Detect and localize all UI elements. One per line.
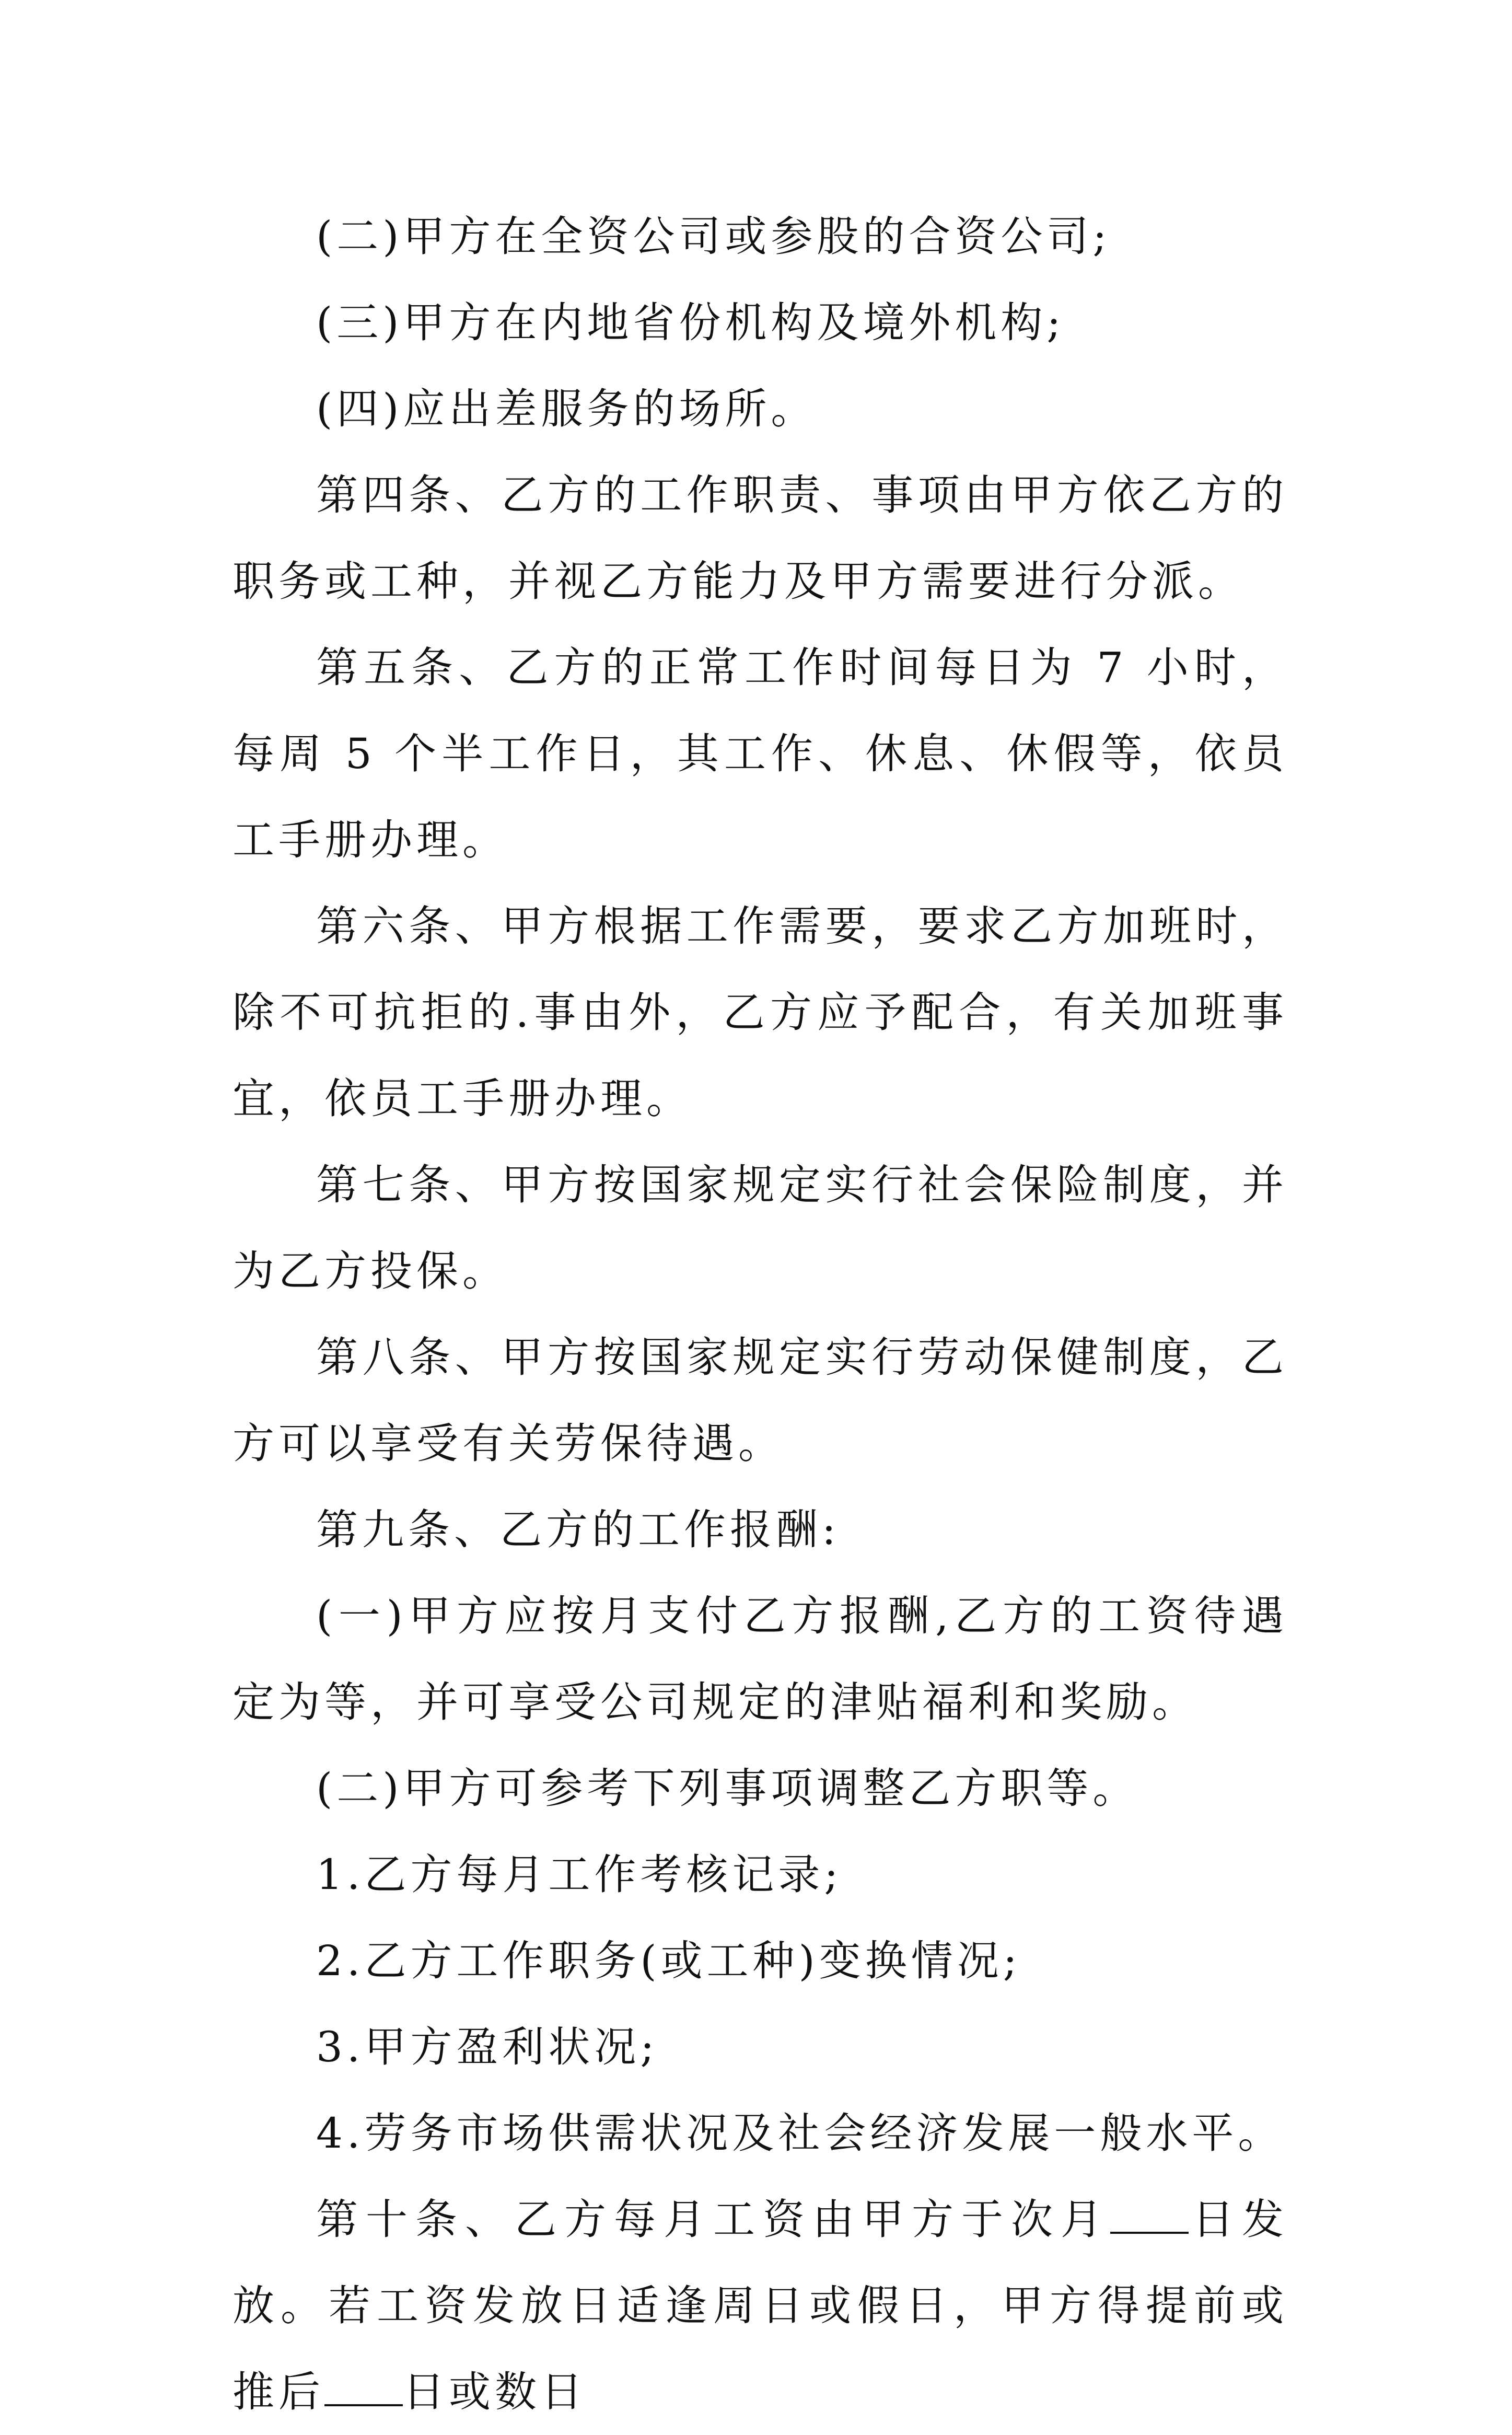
- paragraph: 第九条、乙方的工作报酬:: [316, 1505, 840, 1554]
- paragraph: (一)甲方应按月支付乙方报酬,乙方的工资待遇定为等，并可享受公司规定的津贴福利和奖励。: [232, 1592, 1288, 1726]
- paragraph: 第七条、甲方按国家规定实行社会保险制度，并为乙方投保。: [232, 1161, 1288, 1295]
- paragraph-text: 日或数日: [403, 2368, 587, 2416]
- paragraph: 2.乙方工作职务(或工种)变换情况;: [316, 1937, 1021, 1985]
- paragraph: (二)甲方在全资公司或参股的合资公司;: [316, 212, 1111, 261]
- paragraph: 4.劳务市场供需状况及社会经济发展一般水平。: [316, 2109, 1284, 2158]
- paragraph: 1.乙方每月工作考核记录;: [316, 1850, 843, 1899]
- paragraph: (四)应出差服务的场所。: [316, 385, 817, 433]
- paragraph: (二)甲方可参考下列事项调整乙方职等。: [316, 1764, 1139, 1813]
- paragraph-text: 第十条、乙方每月工资由甲方于次月: [316, 2195, 1110, 2244]
- paragraph: 第八条、甲方按国家规定实行劳动保健制度，乙方可以享受有关劳保待遇。: [232, 1333, 1288, 1468]
- paragraph-article-10: [232, 2176, 1288, 2435]
- paragraph: 第六条、甲方根据工作需要，要求乙方加班时，除不可抗拒的.事由外，乙方应予配合，有关加班事宜，依员工手册办理。: [232, 902, 1288, 1123]
- paragraph-text: 日发放。若工资发放日适逢周日或假日，甲方得提前或推后: [232, 2195, 1288, 2416]
- paragraph: 第五条、乙方的正常工作时间每日为 7 小时，每周 5 个半工作日，其工作、休息、休假等，依员工手册办理。: [232, 643, 1288, 864]
- paragraph: (三)甲方在内地省份机构及境外机构;: [316, 298, 1065, 347]
- paragraph: 第四条、乙方的工作职责、事项由甲方依乙方的职务或工种，并视乙方能力及甲方需要进行分派。: [232, 471, 1288, 606]
- document-body: [232, 193, 1288, 2435]
- fill-in-blank: [1110, 2195, 1189, 2234]
- paragraph: 3.甲方盈利状况;: [316, 2023, 659, 2071]
- fill-in-blank: [324, 2368, 403, 2406]
